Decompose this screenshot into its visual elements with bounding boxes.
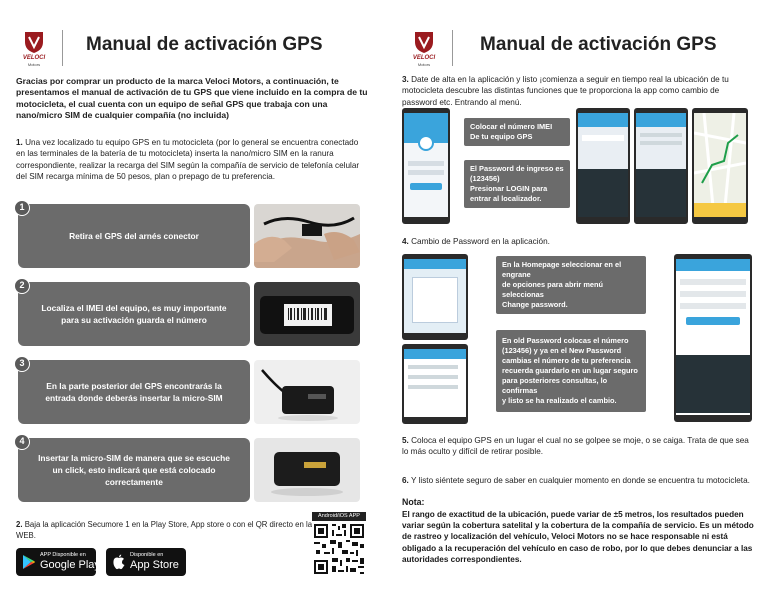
- callout-change-password-menu: [496, 256, 646, 314]
- step-4-paragraph: [402, 236, 550, 247]
- step-1-paragraph: [16, 137, 368, 183]
- phone-screenshot-menu: [402, 344, 468, 424]
- page-title: Manual de activación GPS: [86, 34, 323, 55]
- callout-line: En old Password colocas el número: [502, 336, 629, 345]
- note-heading: Nota:: [402, 497, 425, 507]
- app-store-small-text: Disponible en: [130, 552, 164, 558]
- photo-sim-slot: [254, 360, 360, 424]
- photo-remove-gps: [254, 204, 360, 268]
- step-number-badge: 3: [14, 356, 30, 372]
- step-text: Retira el GPS del arnés conector: [18, 204, 250, 268]
- callout-line: (123456): [470, 174, 500, 183]
- phone-screenshot-password-form: [674, 254, 752, 422]
- paragraph-text: Cambio de Password en la aplicación.: [411, 237, 550, 246]
- callout-line: Change password.: [502, 300, 568, 309]
- step-number-badge: 1: [14, 200, 30, 216]
- paragraph-number: 5.: [402, 436, 409, 445]
- step-text: En la parte posterior del GPS encontrarás la entrada donde deberás insertar la micro-SIM: [18, 360, 250, 424]
- phone-screenshot-keyboard: [576, 108, 630, 224]
- intro-text: Gracias por comprar un producto de la marca Veloci Motors, a continuación, te presentamos el manual de activación de tu GPS que viene incluido en la compra de tu motocicleta, el cual cuenta con un equipo de señal GPS que trabaja con una nano/micro SIM de cualquier compañía (no incluida): [16, 76, 368, 121]
- paragraph-number: 2.: [16, 520, 23, 529]
- brand-sub: Motors: [417, 62, 431, 67]
- callout-imei: [464, 118, 570, 146]
- paragraph-text: Y listo siéntete seguro de saber en cualquier momento en donde se encuentra tu motocicleta.: [410, 476, 750, 485]
- apple-icon: [112, 554, 126, 570]
- paragraph-number: 4.: [402, 237, 409, 246]
- callout-line: cambias el número de tu preferencia: [502, 356, 631, 365]
- callout-password: [464, 160, 570, 208]
- qr-label: Android/iOS APP: [312, 512, 366, 521]
- step-text: Localiza el IMEI del equipo, es muy importante para su activación guarda el número: [18, 282, 250, 346]
- google-play-small-text: APP Disponible en: [40, 552, 86, 558]
- step-3-paragraph: [402, 74, 754, 108]
- phone-screenshot-map: [692, 108, 748, 224]
- brand-name: VELOCI: [22, 55, 46, 61]
- callout-line: entrar al localizador.: [470, 194, 542, 203]
- paragraph-text: Baja la aplicación Secumore 1 en la Play Store, App store o con el QR directo en la WEB.: [16, 520, 313, 541]
- phone-screenshot-login: [402, 108, 450, 224]
- phone-screenshot-homepage: [402, 254, 468, 340]
- qr-code-icon: [312, 522, 366, 576]
- step-2-paragraph: [16, 519, 316, 542]
- note-body: El rango de exactitud de la ubicación, puede variar de ±5 metros, los resultados pueden variar según la cobertura satelital y la cobertura de la compañía de servicio. Es un método de rastreo y localización del vehículo, Veloci Motors no se hace responsable ni está obligado a la recuperación del vehículo en caso de robo, por lo que debes denunciar a las autoridades correspondientes.: [402, 510, 754, 564]
- step-6-paragraph: [402, 475, 754, 486]
- right-page: [384, 0, 768, 594]
- google-play-badge[interactable]: [16, 548, 100, 576]
- paragraph-number: 1.: [16, 138, 23, 147]
- brand-logo: [404, 28, 444, 68]
- google-play-big-text: Google Play: [40, 559, 100, 571]
- step-card-2: [14, 278, 360, 348]
- callout-line: Colocar el número IMEI: [470, 122, 553, 131]
- left-header: [14, 28, 374, 68]
- step-number-badge: 2: [14, 278, 30, 294]
- brand-logo: [14, 28, 54, 68]
- qr-code-block[interactable]: [312, 512, 366, 578]
- photo-insert-sim: [254, 438, 360, 502]
- step-card-4: [14, 434, 360, 504]
- paragraph-number: 6.: [402, 476, 409, 485]
- callout-new-password: [496, 330, 646, 412]
- phone-screenshot-list: [634, 108, 688, 224]
- shield-logo-icon: [22, 30, 46, 54]
- header-divider: [452, 30, 453, 66]
- photo-imei-label: [254, 282, 360, 346]
- page-title: Manual de activación GPS: [480, 34, 717, 55]
- callout-line: (123456) y ya en el New Password: [502, 346, 622, 355]
- paragraph-text: Coloca el equipo GPS en un lugar el cual no se golpee se moje, o se caiga. Trata de que sea lo más oculto y difícil de retirar posible.: [402, 436, 749, 457]
- header-divider: [62, 30, 63, 66]
- step-card-3: [14, 356, 360, 426]
- callout-line: y listo se ha realizado el cambio.: [502, 396, 617, 405]
- paragraph-text: Date de alta en la aplicación y listo ¡comienza a seguir en tiempo real la ubicación de tu motocicleta descubre las distintas funciones que te proporciona la app como cambio de password etc. Entrando al menú.: [402, 75, 729, 107]
- callout-line: de opciones para abrir menú seleccionas: [502, 280, 604, 299]
- paragraph-text: Una vez localizado tu equipo GPS en tu motocicleta (por lo general se encuentra conectado en las terminales de la batería de tu motocicleta) inserta la nano/micro SIM en la ranura correspondiente, realizar la recarga del SIM según la compañía de servicio de telefonía celular del SIM recarga mínima de 50 pesos, plan o prepago de tu preferencia.: [16, 138, 360, 182]
- shield-logo-icon: [412, 30, 436, 54]
- callout-line: De tu equipo GPS: [470, 132, 533, 141]
- brand-sub: Motors: [27, 62, 41, 67]
- step-card-1: [14, 200, 360, 270]
- step-text: Insertar la micro-SIM de manera que se escuche un click, esto indicará que está colocado correctamente: [18, 438, 250, 502]
- google-play-icon: [22, 554, 36, 570]
- paragraph-number: 3.: [402, 75, 409, 84]
- callout-line: Presionar LOGIN para: [470, 184, 548, 193]
- callout-line: para posteriores consultas, lo confirmas: [502, 376, 608, 395]
- callout-line: recuerda guardarlo en un lugar seguro: [502, 366, 638, 375]
- right-header: [404, 28, 754, 68]
- callout-line: En la Homepage seleccionar en el engrane: [502, 260, 622, 279]
- app-store-big-text: App Store: [130, 559, 179, 571]
- callout-line: El Password de ingreso es: [470, 164, 564, 173]
- brand-name: VELOCI: [412, 55, 436, 61]
- step-5-paragraph: [402, 435, 754, 458]
- app-store-badge[interactable]: [106, 548, 186, 576]
- step-number-badge: 4: [14, 434, 30, 450]
